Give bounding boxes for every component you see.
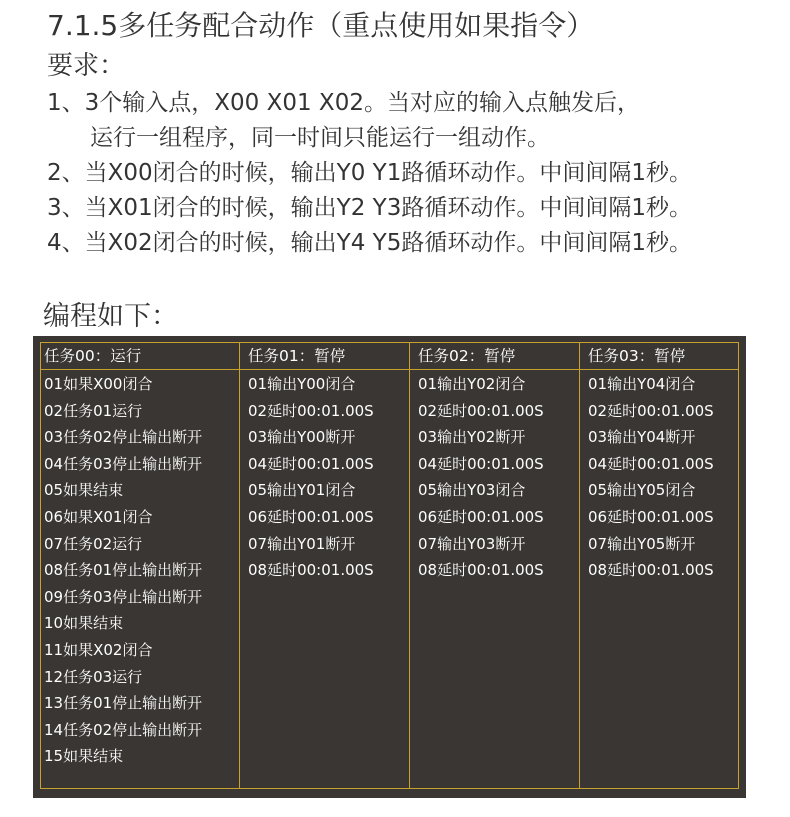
requirement-line: 运行一组程序，同一时间只能运行一组动作。 <box>90 125 550 151</box>
program-grid <box>40 342 739 789</box>
task-step: 12任务03运行 <box>44 667 143 686</box>
task-step: 05输出Y05闭合 <box>588 481 696 500</box>
task-step: 03输出Y02断开 <box>418 428 526 447</box>
task-step: 03任务02停止输出断开 <box>44 428 203 447</box>
task-header: 任务03：暂停 <box>580 343 738 370</box>
task-step: 07输出Y05断开 <box>588 534 696 553</box>
task-step: 05输出Y01闭合 <box>248 481 356 500</box>
task-step: 06延时00:01.00S <box>248 507 374 526</box>
requirements-list <box>47 86 787 261</box>
task-steps <box>41 370 239 770</box>
task-step: 08延时00:01.00S <box>418 561 544 580</box>
task-step: 02延时00:01.00S <box>248 401 374 420</box>
requirements-label: 要求： <box>47 51 126 81</box>
task-column-01 <box>240 343 410 788</box>
task-step: 05输出Y03闭合 <box>418 481 526 500</box>
task-step: 07任务02运行 <box>44 534 143 553</box>
task-step: 08延时00:01.00S <box>248 561 374 580</box>
task-step: 13任务01停止输出断开 <box>44 694 203 713</box>
task-step: 04延时00:01.00S <box>588 454 714 473</box>
task-step: 03输出Y00断开 <box>248 428 356 447</box>
requirement-line: 3、当X01闭合的时候，输出Y2 Y3路循环动作。中间间隔1秒。 <box>47 195 692 221</box>
requirement-line: 2、当X00闭合的时候，输出Y0 Y1路循环动作。中间间隔1秒。 <box>47 160 692 186</box>
task-step: 07输出Y03断开 <box>418 534 526 553</box>
task-step: 04任务03停止输出断开 <box>44 454 203 473</box>
task-step: 14任务02停止输出断开 <box>44 720 203 739</box>
task-header: 任务01：暂停 <box>240 343 409 370</box>
task-step: 01输出Y04闭合 <box>588 375 696 393</box>
task-step: 11如果X02闭合 <box>44 640 153 659</box>
task-step: 08延时00:01.00S <box>588 561 714 580</box>
task-step: 04延时00:01.00S <box>248 454 374 473</box>
task-step: 05如果结束 <box>44 481 124 500</box>
task-header: 任务02：暂停 <box>410 343 579 370</box>
task-steps <box>410 370 579 584</box>
requirement-line: 4、当X02闭合的时候，输出Y4 Y5路循环动作。中间间隔1秒。 <box>47 230 692 256</box>
task-steps <box>580 370 738 584</box>
task-column-02 <box>410 343 580 788</box>
task-column-00 <box>41 343 240 788</box>
task-step: 02延时00:01.00S <box>418 401 544 420</box>
section-heading: 7.1.5多任务配合动作（重点使用如果指令） <box>47 9 595 42</box>
task-step: 07输出Y01断开 <box>248 534 356 553</box>
task-step: 01输出Y02闭合 <box>418 375 526 393</box>
task-header: 任务00：运行 <box>41 343 239 370</box>
task-step: 02延时00:01.00S <box>588 401 714 420</box>
task-steps <box>240 370 409 584</box>
task-step: 04延时00:01.00S <box>418 454 544 473</box>
task-step: 01如果X00闭合 <box>44 375 153 393</box>
program-label: 编程如下： <box>43 301 178 332</box>
task-column-03 <box>580 343 738 788</box>
task-step: 02任务01运行 <box>44 401 143 420</box>
task-step: 15如果结束 <box>44 747 124 766</box>
task-step: 06延时00:01.00S <box>588 507 714 526</box>
requirement-line: 1、3个输入点，X00 X01 X02。当对应的输入点触发后， <box>47 90 640 116</box>
task-step: 06延时00:01.00S <box>418 507 544 526</box>
task-step: 06如果X01闭合 <box>44 507 153 526</box>
task-step: 03输出Y04断开 <box>588 428 696 447</box>
task-step: 01输出Y00闭合 <box>248 375 356 393</box>
task-step: 10如果结束 <box>44 614 124 633</box>
program-table <box>33 336 746 798</box>
task-step: 08任务01停止输出断开 <box>44 561 203 580</box>
task-step: 09任务03停止输出断开 <box>44 587 203 606</box>
